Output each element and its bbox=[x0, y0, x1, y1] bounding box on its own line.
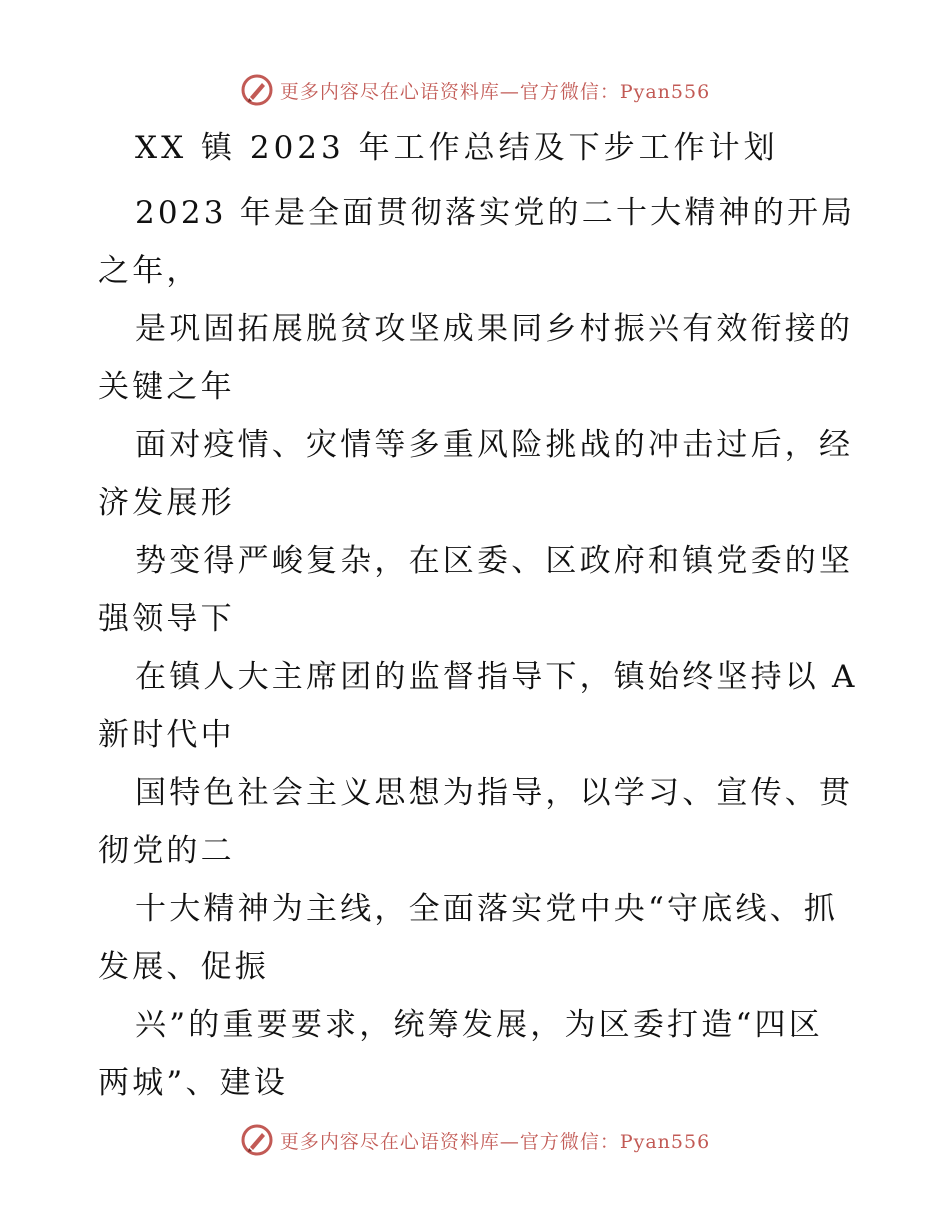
paragraph-line: 兴”的重要要求，统筹发展，为区委打造“四区 bbox=[135, 1007, 823, 1043]
paragraph-line: 国特色社会主义思想为指导，以学习、宣传、贯 bbox=[135, 775, 854, 811]
paragraph-7 bbox=[98, 880, 858, 996]
paragraph-line: 两城”、建设 bbox=[98, 1065, 289, 1101]
paragraph-line: 强领导下 bbox=[98, 601, 235, 637]
paragraph-line: 之年， bbox=[98, 253, 201, 289]
paragraph-1 bbox=[98, 184, 858, 300]
paragraph-line: 面对疫情、灾情等多重风险挑战的冲击过后，经 bbox=[135, 427, 854, 463]
header-watermark bbox=[0, 70, 950, 110]
paragraph-line: 2023 年是全面贯彻落实党的二十大精神的开局 bbox=[135, 195, 856, 231]
footer-watermark bbox=[0, 1120, 950, 1160]
paragraph-line: 关键之年 bbox=[98, 369, 235, 405]
paragraph-line: 彻党的二 bbox=[98, 833, 235, 869]
paragraph-line: 十大精神为主线，全面落实党中央“守底线、抓 bbox=[135, 891, 839, 927]
watermark-text: 更多内容尽在心语资料库—官方微信：Pyan556 bbox=[279, 80, 711, 103]
paragraph-line: 新时代中 bbox=[98, 717, 235, 753]
paragraph-line: 在镇人大主席团的监督指导下，镇始终坚持以 A bbox=[135, 659, 858, 695]
paragraph-line: 发展、促振 bbox=[98, 949, 269, 985]
paragraph-line: 是巩固拓展脱贫攻坚成果同乡村振兴有效衔接的 bbox=[135, 311, 854, 347]
paragraph-5 bbox=[98, 648, 858, 764]
paragraph-8 bbox=[98, 996, 858, 1112]
paragraph-4 bbox=[98, 532, 858, 648]
paragraph-3 bbox=[98, 416, 858, 532]
document-title: XX 镇 2023 年工作总结及下步工作计划 bbox=[135, 130, 779, 166]
paragraph-line: 势变得严峻复杂，在区委、区政府和镇党委的坚 bbox=[135, 543, 854, 579]
paragraph-6 bbox=[98, 764, 858, 880]
watermark-text: 更多内容尽在心语资料库—官方微信：Pyan556 bbox=[279, 1130, 711, 1153]
paragraph-2 bbox=[98, 300, 858, 416]
pen-seal-logo-icon bbox=[240, 1123, 274, 1157]
paragraph-line: 济发展形 bbox=[98, 485, 235, 521]
pen-seal-logo-icon bbox=[240, 73, 274, 107]
